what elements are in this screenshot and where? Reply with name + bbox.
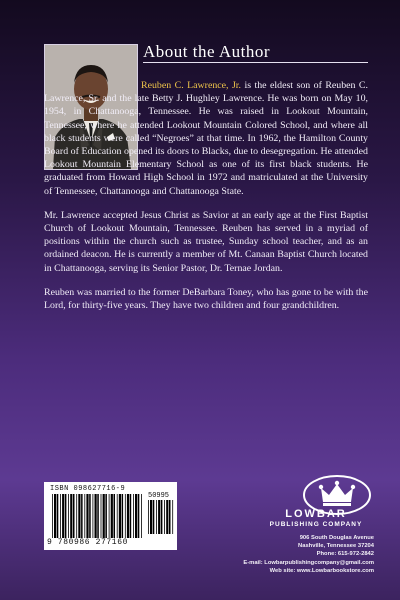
publisher-city: Nashville, Tennessee 37204 (298, 543, 374, 550)
author-name: Reuben C. Lawrence, Jr. (141, 80, 242, 91)
publisher-email: E-mail: Lowbarpublishingcompany@gmail.com (243, 559, 374, 566)
barcode-addon-number: 50995 (148, 492, 170, 500)
publisher-street: 906 South Douglas Avenue (299, 535, 374, 541)
publisher-address (243, 534, 374, 575)
bio-paragraph-3: Reuben was married to the former DeBarbara Toney, who has gone to be with the Lord, for thirty-five years. They have two children and four grandchildren. (44, 286, 368, 312)
barcode-main-bars (52, 494, 144, 538)
publisher-website: Web site: www.Lowbarbookstore.com (269, 567, 374, 574)
isbn-label: ISBN 098627716-9 (50, 485, 126, 493)
bio-paragraph-2: Mr. Lawrence accepted Jesus Christ as Savior at an early age at the First Baptist Church of Lookout Mountain, Tennessee. Reuben has served in a myriad of positions within the church such as trustee, Sunday school teacher, and as an ordained deacon. He is currently a member of Mt. Canaan Baptist Church located in Chattanooga, serving its Senior Pastor, Dr. Ternae Jordan. (44, 209, 368, 274)
heading-divider (143, 62, 368, 63)
barcode-addon-bars (148, 500, 174, 534)
isbn-barcode (44, 482, 177, 550)
publisher-name: LOWBAR (285, 508, 347, 520)
bio-paragraph-1-text: is the eldest son of Reuben C. Lawrence, Sr. and the late Betty J. Hughley Lawrence. He was born on May 10, 1954, in Chattanooga, Tennessee. He was raised in Lookout Mountain, Tennessee, where he attended Lookout Mountain Colored School, and where all black students were called “Negroes” at that time. In 1962, the Hamilton County Board of Education opened its doors to Blacks, due to desegregation. He attended Lookout Mountain Elementary School as one of its first black students. He graduated from Howard High School in 1972 and matriculated at the University of Tennessee, Chattanooga and Chattanooga State. (44, 80, 368, 197)
author-bio (44, 79, 368, 323)
bio-paragraph-1 (44, 79, 368, 198)
publisher-subtitle: PUBLISHING COMPANY (269, 521, 363, 528)
barcode-ean-number: 9 780986 277160 (47, 538, 129, 547)
publisher-phone: Phone: 615-972-2842 (316, 551, 374, 558)
section-heading: About the Author (143, 42, 270, 61)
